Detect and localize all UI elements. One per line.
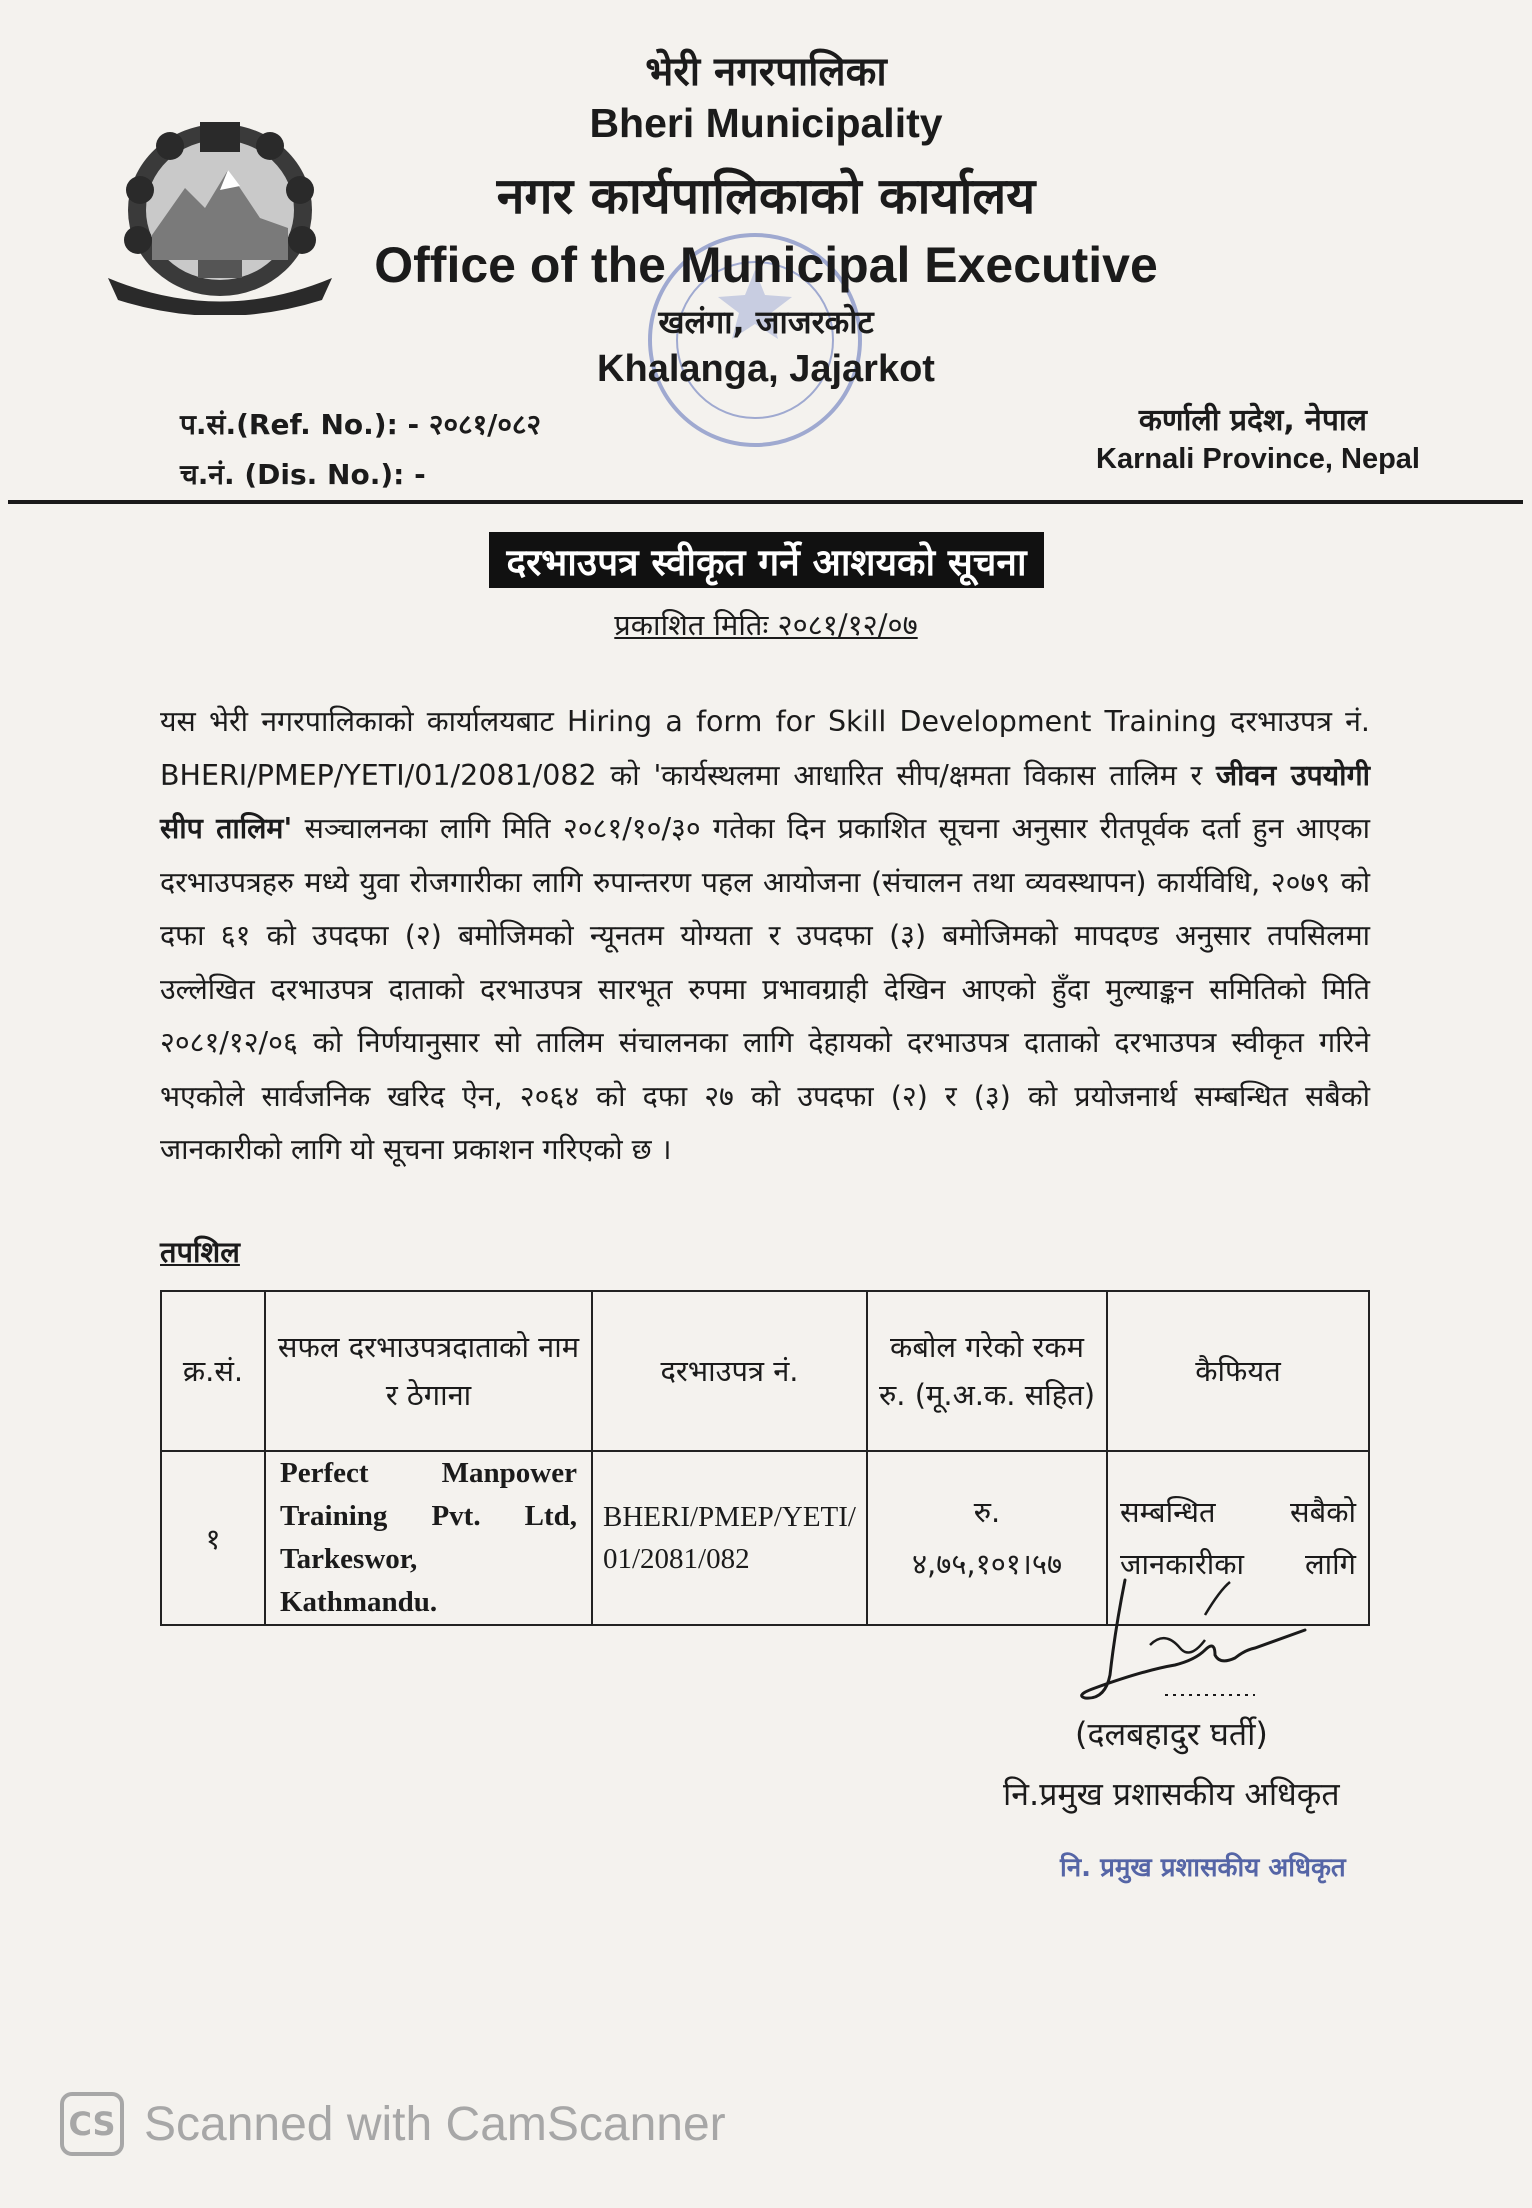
signatory-title: नि.प्रमुख प्रशासकीय अधिकृत [1003, 1775, 1340, 1813]
location-en: Khalanga, Jajarkot [597, 348, 935, 390]
executive-office-np: नगर कार्यपालिकाको कार्यालय [496, 167, 1036, 225]
header-sn: क्र.सं. [161, 1291, 265, 1451]
dispatch-number: च.नं. (Dis. No.): - [180, 458, 426, 491]
office-name-en: Bheri Municipality [589, 100, 943, 146]
notice-title: दरभाउपत्र स्वीकृत गर्ने आशयको सूचना [489, 532, 1044, 588]
body-part-2: सञ्चालनका लागि मिति २०८१/१०/३० गतेका दिन प्रकाशित सूचना अनुसार रीतपूर्वक दर्ता हुन आएका दरभाउपत्रहरु मध्ये युवा रोजगारीका लागि रुपान्तरण पहल आयोजना (संचालन तथा व्यवस्थापन) कार्यविधि, २०७९ को दफा ६१ को उपदफा (२) बमोजिमको न्यूनतम योग्यता र उपदफा (३) बमोजिमको मापदण्ड अनुसार तपसिलमा उल्लेखित दरभाउपत्र दाताको दरभाउपत्र सारभूत रुपमा प्रभावग्राही देखिन आएको हुँदा मुल्याङ्कन समितिको मिति २०८१/१२/०६ को निर्णयानुसार सो तालिम संचालनका लागि देहायको दरभाउपत्र दाताको दरभाउपत्र स्वीकृत गरिने भएकोले सार्वजनिक खरिद ऐन, २०६४ को दफा २७ को उपदफा (२) र (३) को प्रयोजनार्थ सम्बन्धित सबैको जानकारीको लागि यो सूचना प्रकाशन गरिएको छ । [160, 812, 1371, 1166]
header-divider [8, 500, 1523, 504]
watermark-text: Scanned with CamScanner [144, 2097, 726, 2151]
header-remarks: कैफियत [1107, 1291, 1369, 1451]
signature-icon [1055, 1570, 1315, 1720]
province-np: कर्णाली प्रदेश, नेपाल [1138, 403, 1367, 438]
row-amount-prefix: रु. [973, 1495, 1001, 1529]
camscanner-watermark [60, 2092, 726, 2156]
published-date: प्रकाशित मितिः २०८१/१२/०७ [614, 608, 918, 642]
location-np: खलंगा, जाजरकोट [658, 303, 874, 341]
table-header-row [161, 1291, 1369, 1451]
header-ref: दरभाउपत्र नं. [592, 1291, 867, 1451]
row-sn: १ [161, 1451, 265, 1625]
designation-stamp: नि. प्रमुख प्रशासकीय अधिकृत [1060, 1853, 1346, 1883]
details-label: तपशिल [160, 1235, 240, 1269]
row-amount-value: ४,७५,१०१।५७ [911, 1547, 1063, 1581]
notice-body [160, 695, 1370, 1177]
camscanner-logo-icon: CS [60, 2092, 124, 2156]
signatory-name: (दलबहादुर घर्ती) [1075, 1715, 1268, 1753]
office-name-np: भेरी नगरपालिका [645, 49, 887, 95]
row-bidder-name: Perfect Manpower Training Pvt. Ltd, Tarkeswor, Kathmandu. [265, 1451, 592, 1625]
body-bold: जीवन उपयोगी सीप तालिम' [160, 758, 1370, 845]
header-name: सफल दरभाउपत्रदाताको नाम र ठेगाना [265, 1291, 592, 1451]
body-part-1: यस भेरी नगरपालिकाको कार्यालयबाट Hiring a form for Skill Development Training दरभाउपत्र नं. BHERI/PMEP/YETI/01/2081/082 को 'कार्यस्थलमा आधारित सीप/क्षमता विकास तालिम र [160, 705, 1370, 792]
row-bid-number: BHERI/PMEP/YETI/ 01/2081/082 [592, 1451, 867, 1625]
executive-office-en: Office of the Municipal Executive [374, 237, 1158, 293]
reference-number: प.सं.(Ref. No.): - २०८१/०८२ [180, 408, 542, 441]
row-remarks: सम्बन्धित सबैको जानकारीका लागि [1107, 1451, 1369, 1625]
header-amount: कबोल गरेको रकम रु. (मू.अ.क. सहित) [867, 1291, 1107, 1451]
province-en: Karnali Province, Nepal [1096, 443, 1420, 475]
